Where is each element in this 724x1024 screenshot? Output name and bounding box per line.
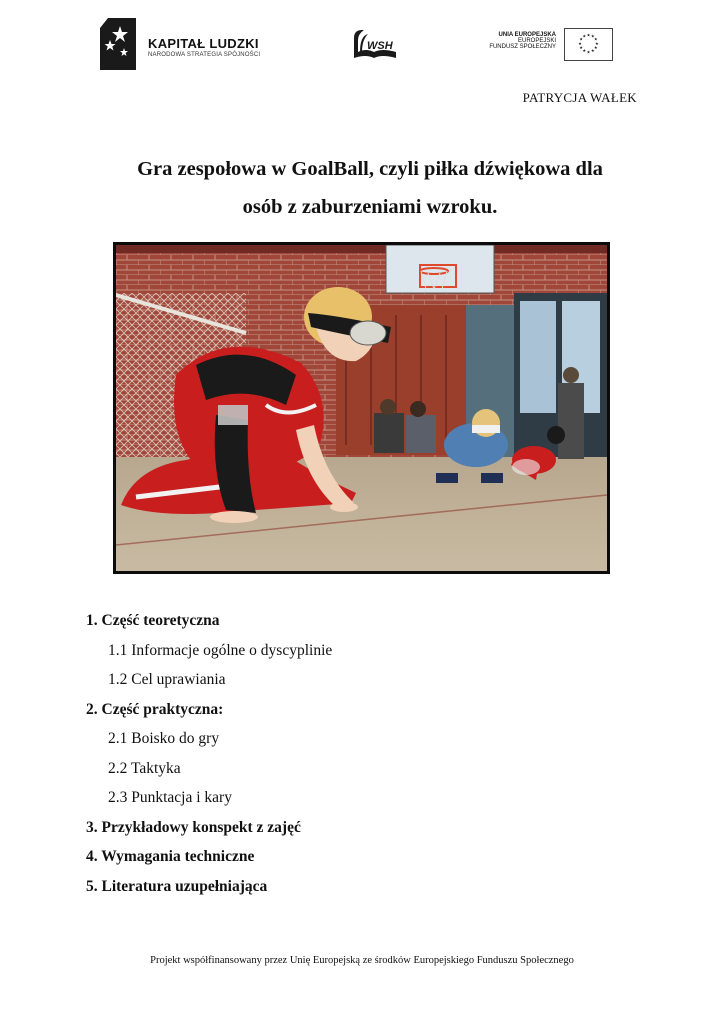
eu-line-3: FUNDUSZ SPOŁECZNY: [489, 44, 556, 50]
toc-subsection: 2.1 Boisko do gry: [108, 730, 220, 747]
kl-title: KAPITAŁ LUDZKI: [148, 36, 259, 51]
author-name: PATRYCJA WAŁEK: [522, 90, 637, 105]
svg-text:★: ★: [590, 48, 595, 54]
eu-line-1: UNIA EUROPEJSKA: [498, 32, 556, 38]
svg-text:★: ★: [586, 32, 591, 38]
eu-line-2: EUROPEJSKI: [517, 38, 556, 44]
toc-section: 3. Przykładowy konspekt z zajęć: [86, 818, 301, 836]
eu-flag-icon: [564, 28, 613, 61]
wsh-logo-icon: [350, 26, 400, 62]
toc-subsection: 2.3 Punktacja i kary: [108, 789, 232, 806]
svg-text:★: ★: [579, 36, 584, 42]
document-title: [92, 150, 648, 226]
toc-subsection: 1.2 Cel uprawiania: [108, 671, 226, 688]
goalball-photo: [113, 242, 610, 574]
svg-text:★: ★: [590, 33, 595, 39]
title-line-1: Gra zespołowa w GoalBall, czyli piłka dźwiękowa dla: [137, 158, 603, 180]
page-header: [0, 14, 724, 74]
toc-subsection: 2.2 Taktyka: [108, 759, 181, 777]
svg-text:★: ★: [593, 45, 598, 51]
svg-text:★: ★: [586, 49, 591, 55]
toc-section: 2. Część praktyczna:: [86, 700, 224, 718]
toc-section: 1. Część teoretyczna: [86, 612, 220, 629]
kl-subtitle: NARODOWA STRATEGIA SPÓJNOŚCI: [148, 52, 261, 58]
svg-text:★: ★: [582, 48, 587, 54]
eu-text: [476, 32, 556, 50]
goalball-photo-illustration: [116, 245, 607, 571]
toc-section: 4. Wymagania techniczne: [86, 848, 255, 865]
title-line-2: osób z zaburzeniami wzroku.: [242, 196, 498, 218]
svg-text:★: ★: [595, 40, 599, 46]
toc-subsection: 1.1 Informacje ogólne o dyscyplinie: [108, 641, 333, 659]
svg-text:★: ★: [578, 40, 582, 46]
footer-note: Projekt współfinansowany przez Unię Europejską ze środków Europejskiego Funduszu Społecznego: [150, 955, 574, 966]
wsh-text: WSH: [367, 40, 393, 52]
table-of-contents: [86, 606, 332, 901]
kapital-ludzki-text: [148, 36, 260, 58]
toc-section: 5. Literatura uzupełniająca: [86, 877, 268, 895]
svg-text:★: ★: [593, 36, 598, 42]
svg-text:★: ★: [582, 33, 587, 39]
svg-text:★: ★: [579, 45, 584, 51]
kapital-ludzki-logo-icon: [100, 18, 136, 70]
